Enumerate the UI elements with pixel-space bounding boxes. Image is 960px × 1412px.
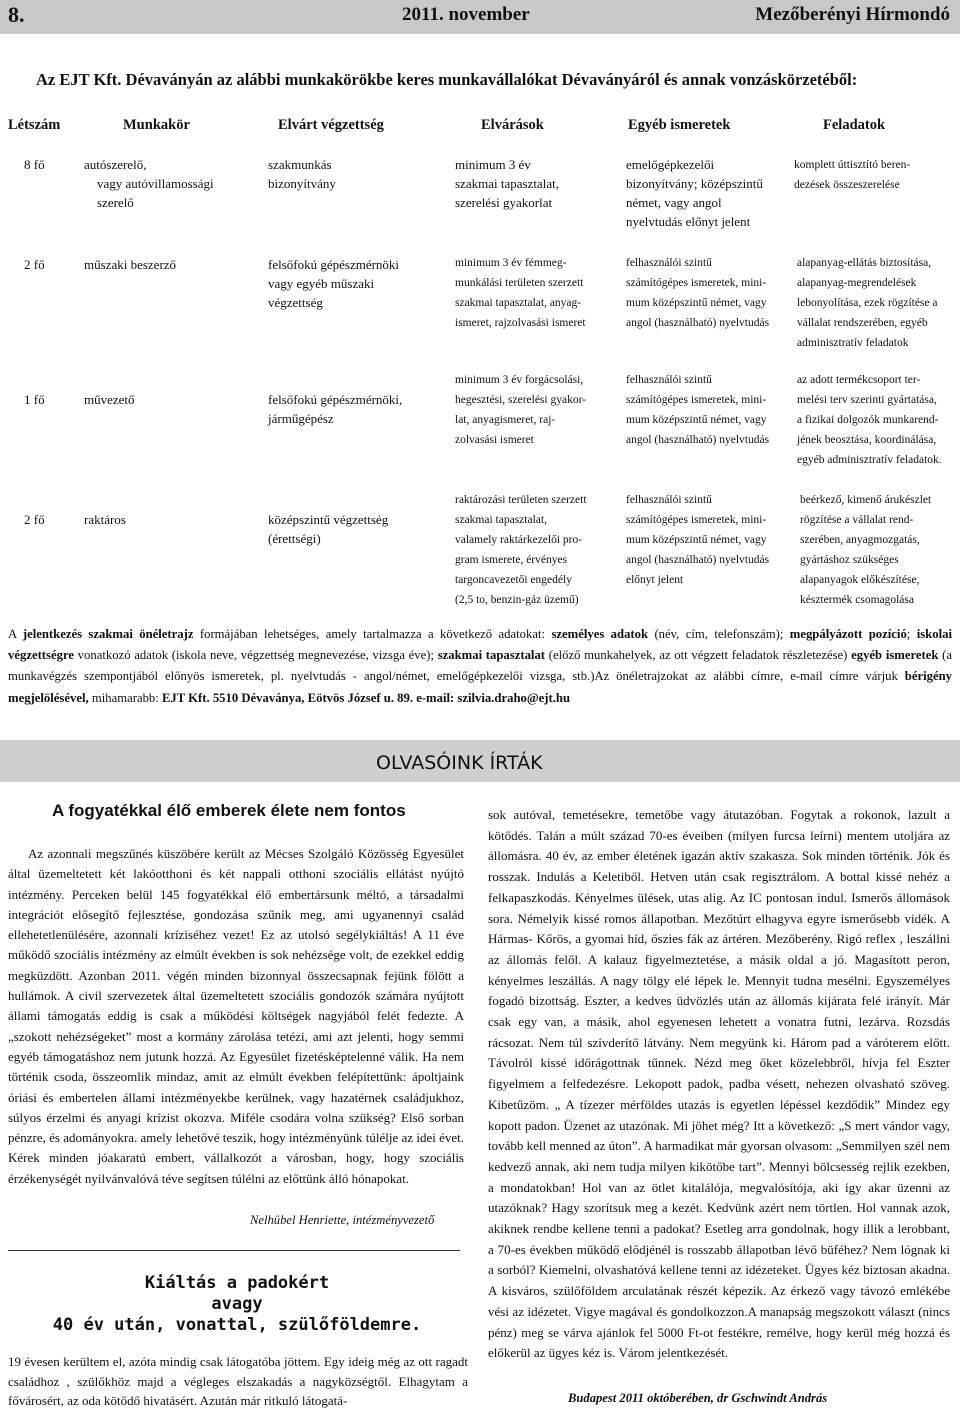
divider <box>8 1250 460 1251</box>
col-header-position: Munkakör <box>123 117 190 133</box>
col-header-count: Létszám <box>8 117 61 133</box>
article2-signature: Budapest 2011 októberében, dr Gschwindt András <box>568 1391 828 1405</box>
row3-requirements: minimum 3 év forgácsolási, hegesztési, szerelési gyakor- lat, anyagismeret, raj- zolvasási ismeret <box>455 374 587 446</box>
row4-tasks: beérkező, kimenő árukészlet rögzítése a vállalat rend- szerében, anyagmozgatás, gyártáshoz szükséges alapanyagok előkészítése, késztermék csomagolása <box>800 494 932 606</box>
row1-other: emelőgépkezelői bizonyítvány; középszintű német, vagy angol nyelvtudás előnyt jelent <box>626 157 763 229</box>
row3-education: felsőfokú gépészmérnöki, járműgépész <box>268 392 403 426</box>
col-header-other: Egyéb ismeretek <box>628 117 731 133</box>
row1-position: autószerelő, vagy autóvillamossági szerelő <box>84 157 214 210</box>
col-header-tasks: Feladatok <box>823 117 886 133</box>
article2-title-line2: avagy <box>211 1294 263 1314</box>
row3-tasks: az adott termékcsoport ter- melési terv szerinti gyártatása, a fizikai dolgozók munkarend- jének beosztása, koordinálása, egyéb adminisztratív feladatok. <box>797 374 942 466</box>
row2-count: 2 fő <box>24 257 45 272</box>
row4-other: felhasználói szintű számítógépes ismeretek, mini- mum középszintű német, vagy angol (használható) nyelvtudás előnyt jelent <box>626 494 770 586</box>
row4-count: 2 fő <box>24 512 45 527</box>
article1-body: Az azonnali megszűnés küszöbére került az Mécses Szolgáló Közösség Egyesület által üzemeltetett két lakóotthoni és két nappali otthoni szociális ellátást nyújtó intézmény. Perceken belül 145 fogyatékkal élő embertársunk méltó, a társadalmi integrációt elősegítő fejlesztése, gondozása szűnik meg, ami ugyanennyi család ellehetetlenülésére, azonnali kríziséhez vezet! Ez az utolsó segélykiáltás! A 11 éve működő szociális intézmény az elmúlt években is sok nehézsége volt, de ezekkel eddig megküzdött. Azonban 2011. végén minden bizonnyal összecsapnak fejünk fölött a hullámok. A civil szervezetek által üzemeltetett szociális gondozók számára nyújtott állami támogatás eddig is csak a működési költségek nagyjából felét fedezte. A „szokott nehézségeket” most a kormány zárolása tetézi, ami azt jelenti, hogy semmi egyéb támogatáshoz nem jutunk hozzá. Az Egyesület fizetésképtelenné válik. Ha nem történik csoda, összeomlik mindaz, amit az elmúlt években felépítettünk: ápoltjaink óriási és embertelen állami intézményekbe kerülnek, vagy hazatérnek családjukhoz, súlyos érzelmi és anyagi krízist okozva. Miféle csodára volna szükség? Első sorban pénzre, és adományokra. amely lehetővé teszik, hogy intézményünk túlélje az idei évet. Kérek minden jóakaratú embert, vállalkozót a városban, hogy, hogy szociális érzékenységét nyilvánvalóvá téve segítsen túlélni az előttünk álló hónapokat. <box>8 846 464 1186</box>
row1-education: szakmunkás bizonyítvány <box>268 157 336 191</box>
row3-other: felhasználói szintű számítógépes ismeretek, mini- mum középszintű német, vagy angol (használható) nyelvtudás <box>626 374 770 446</box>
job-ad-title: Az EJT Kft. Dévaványán az alábbi munkakörökbe keres munkavállalókat Dévaványáról és annak vonzáskörzetéből: <box>36 70 858 89</box>
col-header-requirements: Elvárások <box>481 117 544 133</box>
application-paragraph: A jelentkezés szakmai önéletrajz formájában lehetséges, amely tartalmazza a következő adatokat: személyes adatok (név, cím, telefonszám); megpályázott pozíció; iskolai végzettségre vonatkozó adatok (iskola neve, végzettség megnevezése, vizsga éve); szakmai tapasztalat (előző munkahelyek, az ott végzett feladatok részletezése) egyéb ismeretek (a munkavégzés szempontjából előnyös ismeretek, pl. nyelvtudás - angol/német, emelőgépkezelői vizsga, stb.)Az önéletrajzokat az alábbi címre, e-mail címre várjuk bérigény megjelölésével, mihamarabb: EJT Kft. 5510 Dévaványa, Eötvös József u. 89. e-mail: szilvia.draho@ejt.hu <box>8 627 952 705</box>
section-title: OLVASÓINK ÍRTÁK <box>376 752 543 774</box>
publication-title: Mezőberényi Hírmondó <box>755 4 950 25</box>
row2-other: felhasználói szintű számítógépes ismeretek, mini- mum középszintű német, vagy angol (használható) nyelvtudás <box>626 257 770 329</box>
row2-tasks: alapanyag-ellátás biztosítása, alapanyag-megrendelések lebonyolítása, ezek rögzítése a vállalat rendszerében, egyéb adminisztratív feladatok <box>797 257 938 349</box>
row4-requirements: raktározási területen szerzett szakmai tapasztalat, valamely raktárkezelői pro- gram ismerete, érvényes targoncavezetői engedély (2,5 to, benzin-gáz üzemű) <box>455 494 587 606</box>
row1-requirements: minimum 3 év szakmai tapasztalat, szerelési gyakorlat <box>455 157 559 210</box>
article2-title <box>22 1273 452 1336</box>
article2-body: 19 évesen kerültem el, azóta mindig csak látogatóba jöttem. Egy ideig még az ott ragadt családhoz , szülőkhöz majd a végleges elszakadás a nagyközségtől. Elhagytam a fővárosért, az oda kötődő hivatásért. Azután már ritkuló látogatá- <box>8 1354 468 1409</box>
row1-tasks: komplett úttisztító beren- dezések összeszerelése <box>794 159 911 191</box>
row3-count: 1 fő <box>24 392 45 407</box>
row2-education: felsőfokú gépészmérnöki vagy egyéb műszaki végzettség <box>268 257 400 310</box>
article2-title-line3: 40 év után, vonattal, szülőföldemre. <box>52 1315 422 1335</box>
article1-signature: Nelhübel Henriette, intézményvezető <box>250 1213 435 1227</box>
row2-position: műszaki beszerző <box>84 257 177 272</box>
article2-title-line1: Kiáltás a padokért <box>144 1273 330 1293</box>
row4-position: raktáros <box>84 512 126 527</box>
col-header-education: Elvárt végzettség <box>278 117 384 133</box>
issue-date: 2011. november <box>402 4 530 25</box>
article2-continuation: sok autóval, temetésekre, temetőbe vagy átutazóban. Fogytak a rokonok, lazult a kötődés. Talán a múlt század 70-es éveiben (milyen furcsa leírni) mentem utoljára az állomásra. 40 év, az ember életének igazán aktív szakasza. Sok minden történik. Jók és rosszak. Indulás a Keletiből. Hetven után csak regisztrálom. A bottal kissé nehéz a felkapaszkodás. Kényelmes ülések, utas alig. Az IC pontosan indul. Ismerős állomások sora. Némelyik kissé romos állapotban. Mezőtúrt elhagyva egyre ismerősebb vidék. A Hármas- Kőrös, a gyomai híd, őszies fák az ártéren. Mezőberény. Rigó reflex , leszállni az állomás felől. A kalauz figyelmeztetése, a másik oldal a jó. Magasított peron, kényelmes leszállás. A nagy tölgy elé lépek le. Mennyit tudna mesélni. Egyszemélyes fogadó bizottság. Eszter, a kedves üdvözlés után az állomás kijárata felé irányít. Már csak egy van, a másik, ahol egyenesen lehetett a vonatra futni, lezárva. Rozsdás rácsozat. Nem túl szívderítő látvány. Nem megyünk ki. Három pad a váróterem előtt. Távolról kissé időrágottnak tűnnek. Nézd meg őket közelebbről, hívja fel Eszter figyelmem a felfedezésre. Lekopott padok, padba vésett, nehezen olvasható szöveg. Kibetűzöm. „ A tízezer mérföldes utazás is egyetlen lépéssel kezdődik” Mindez egy kopott padon. Üzenet az utazónak. Mi jöhet még? Itt a következő: „S mert vándor vagy, tovább kell menned az úton”. A harmadikat már gyorsan olvasom: „Semmilyen szél nem kedvező annak, aki nem tudja milyen kikötőbe tart”. Mennyi bölcsesség rejlik ezekben, a mondatokban! Hol van az ötlet kitalálója, megvalósítója, aki így akar üzenni az utazóknak? Hagy szorítsuk meg a kezét. Kedvünk azért nem törtlen. Hol vannak azok, akiknek rendbe kellene tenni a padokat? Esetleg arra gondolnak, hogy illik a lerobbant, a 70-es években működő elődjénél is rosszabb állapotban lévő büféhez? Nem lógnak ki a sorból? Kiemelni, olvashatóvá kellene tenni az idézeteket. Ügyes kéz biztosan akadna. A kisváros, szülőföldem arculatának részét képezik. Az érkező vagy távozó emlékébe vési az idézetet. Vigye magával és gondolkozzon.A manapság megszokott választ (nincs pénz) meg se várva ajánlok fel 5000 Ft-ot festékre, remélve, hogy kerül még hozzá és előkerül az ügyes kéz is. Várom jelentkezését. <box>488 807 950 1361</box>
row4-education: középszintű végzettség (érettségi) <box>268 512 389 546</box>
row3-position: művezető <box>84 392 135 407</box>
article1-title: A fogyatékkal élő emberek élete nem fontos <box>52 801 406 820</box>
row2-requirements: minimum 3 év fémmeg- munkálási területen szerzett szakmai tapasztalat, anyag- ismeret, rajzolvasási ismeret <box>455 257 586 329</box>
row1-count: 8 fő <box>24 157 45 172</box>
page-number: 8. <box>8 2 25 27</box>
